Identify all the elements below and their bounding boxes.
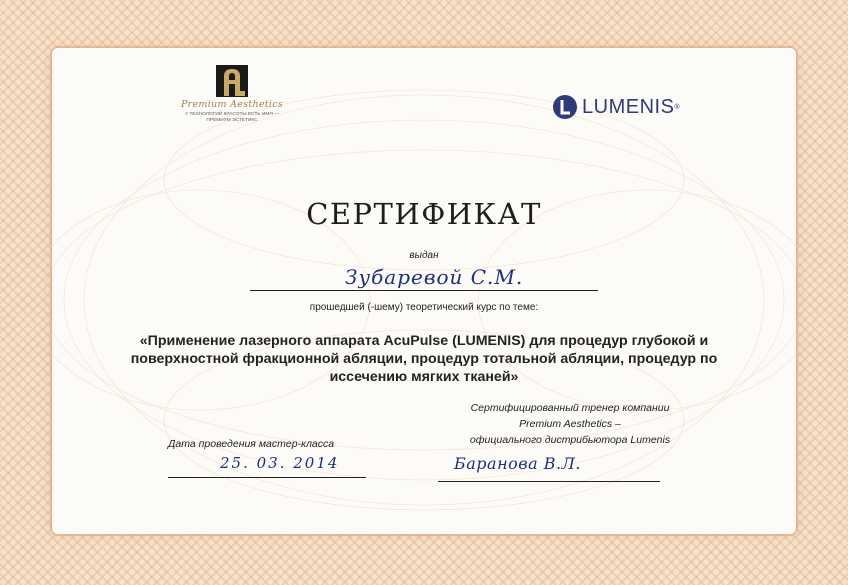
trainer-line-1: Сертифицированный тренер компании xyxy=(470,402,670,414)
issued-label: выдан xyxy=(409,250,439,261)
premium-aesthetics-logo xyxy=(172,64,292,124)
lumenis-logo xyxy=(552,92,680,122)
lumenis-name: LUMENIS xyxy=(582,95,675,118)
course-intro: прошедшей (-шему) теоретический курс по теме: xyxy=(309,302,539,313)
trainer-line-3: официального дистрибьютора Lumenis xyxy=(469,434,671,446)
trainer-line-2: Premium Aesthetics – xyxy=(519,418,621,430)
slogan-line-2: ПРЕМИУМ ЭСТЕТИКС xyxy=(206,118,258,123)
certificate-title: СЕРТИФИКАТ xyxy=(306,197,542,231)
lumenis-registered: ® xyxy=(674,103,680,111)
date-label: Дата проведения мастер-класса xyxy=(168,438,335,450)
trainer-block xyxy=(420,400,720,448)
lumenis-circle-icon xyxy=(552,94,578,120)
signature-line xyxy=(438,481,660,482)
date-value: 25. 03. 2014 xyxy=(220,454,340,472)
trainer-signature: Баранова В.Л. xyxy=(454,454,581,473)
recipient-name: Зубаревой С.М. xyxy=(345,265,524,289)
date-line xyxy=(168,477,366,478)
premium-aesthetics-name: Premium Aesthetics xyxy=(180,99,284,110)
premium-aesthetics-slogan xyxy=(172,112,292,124)
slogan-line-1: У ТЕХНОЛОГИЙ КРАСОТЫ ЕСТЬ ИМЯ — xyxy=(185,112,279,117)
certificate-body xyxy=(52,48,796,534)
recipient-name-line xyxy=(250,290,598,291)
premium-aesthetics-emblem-icon xyxy=(215,64,249,98)
course-title: «Применение лазерного аппарата AcuPulse (LUMENIS) для процедур глубокой и поверхностной фракционной абляции, процедур тотальной абляции, процедур по иссечению мягких тканей» xyxy=(130,333,718,385)
